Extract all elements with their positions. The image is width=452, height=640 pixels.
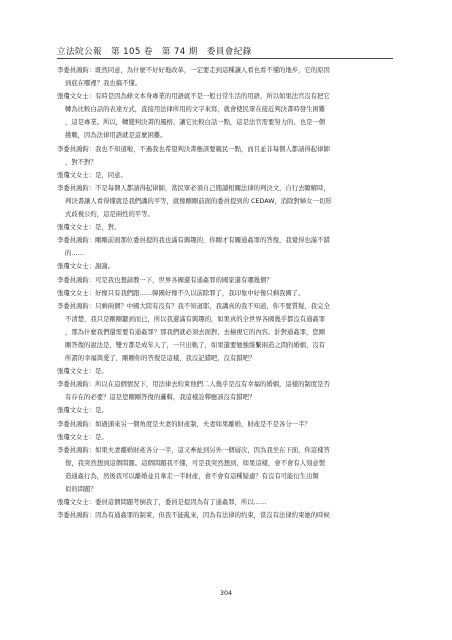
continuation-line: 復，我突然想到這個問題。這個問題我不懂，可是我突然想到，如果這樣，會不會有人刻意製 bbox=[65, 459, 326, 467]
transcript-paragraph bbox=[57, 287, 394, 300]
speaker-line: 李委員鴻鈞：既然同意，為什麼不好好地改革，一定要走到這種讓人看也看不懂的地步，它的原因 bbox=[57, 67, 330, 74]
speaker-line: 李委員鴻鈞：可是我也想請教一下，世界各國還有通姦罪的國家還有哪幾個？ bbox=[57, 276, 273, 284]
continuation-line: 的…… bbox=[65, 250, 85, 258]
transcript-body bbox=[57, 64, 394, 522]
speaker-line: 李委員鴻鈞：所以在這個情況下，用法律去約束他們二人幾乎是沒有幸福的婚姻，這樣的制度是否 bbox=[57, 381, 330, 389]
speaker-line: 張瓊文女士：是，對。 bbox=[57, 224, 121, 232]
transcript-paragraph bbox=[57, 182, 394, 221]
continuation-line: 不清楚，我只是剛剛聽到而已，所以我還滿有興趣的，如果真的全世界各國幾乎都沒有通姦罪 bbox=[65, 315, 326, 323]
gazette-header: 立法院公報 第 105 卷 第 74 期 委員會紀錄 bbox=[57, 47, 252, 57]
speaker-line: 李委員鴻鈞：我也不知道啦，不過我也希望判決書應該要親民一點，而且並非每個人都請得起律師 bbox=[57, 145, 330, 153]
speaker-line: 李委員鴻鈞：如過頭來另一個角度是夫妻的財產制，夫妻如果離婚，財產是不是各分一半？ bbox=[57, 420, 311, 428]
continuation-line: 挑戰，因為法律用語就是這麼困難。 bbox=[65, 132, 167, 140]
continuation-line: ，那為什麼我們還需要有通姦罪？那我們就必須去面對，去檢視它的內容。針對通姦罪，您剛 bbox=[65, 328, 326, 336]
transcript-paragraph bbox=[57, 274, 394, 287]
speaker-line: 張瓊文女士：委員這個問題考倒我了，委員是提因為有了通姦罪，所以…… bbox=[57, 499, 267, 507]
transcript-paragraph bbox=[57, 404, 394, 417]
speaker-line: 張瓊文女士：謝謝。 bbox=[57, 263, 115, 271]
transcript-paragraph bbox=[57, 143, 394, 169]
transcript-paragraph bbox=[57, 509, 394, 522]
speaker-line: 李委員鴻鈞：剛剛前面那位委員提的我也滿有興趣的，你剛才有關通姦罪的答復，我覺得也滿不錯 bbox=[57, 237, 330, 245]
transcript-paragraph bbox=[57, 90, 394, 142]
speaker-line: 李委員鴻鈞：只剩兩個？中國大陸有沒有？我不知道耶，我講真的我不知道，你不要質疑，我完全 bbox=[57, 302, 330, 310]
transcript-paragraph bbox=[57, 365, 394, 378]
speaker-line: 張瓊文女士：是。 bbox=[57, 368, 108, 376]
transcript-paragraph bbox=[57, 431, 394, 444]
speaker-line: 李委員鴻鈞：因為有通姦罪的制束，但我不能亂來，因為有法律的約束，當沒有法律約束她的時候 bbox=[57, 512, 330, 520]
transcript-paragraph bbox=[57, 378, 394, 404]
continuation-line: 到底在哪裡？我也搞不懂。 bbox=[65, 80, 142, 88]
speaker-line: 張瓊文女士：有時是因為條文本身專業的用語就不是一般日常生活的用語，所以如果法官沒有把它 bbox=[57, 93, 330, 101]
transcript-paragraph bbox=[57, 418, 394, 431]
transcript-paragraph bbox=[57, 234, 394, 260]
speaker-line: 李委員鴻鈞：如果夫妻離婚財產各分一半，這又牽扯到另外一個層次，因為我坐在下面，你這樣答 bbox=[57, 446, 330, 454]
page-number: 304 bbox=[219, 589, 233, 597]
speaker-line: 張瓊文女士：是，同意。 bbox=[57, 171, 127, 179]
speaker-line: 張瓊文女士：是。 bbox=[57, 407, 108, 415]
speaker-line: 張瓊文女士：是。 bbox=[57, 433, 108, 441]
continuation-line: ，對不對？ bbox=[65, 158, 97, 166]
transcript-paragraph bbox=[57, 496, 394, 509]
continuation-line: 判決書讓人看得懂就是我們講的平等，就像剛剛前面的委員提到的 CEDAW，消除對婦女一切形 bbox=[65, 197, 332, 205]
continuation-line: 造通姦行為，然後我可以離婚並且拿走一半財產，會不會有這種疑慮？有沒有可能衍生出類 bbox=[65, 472, 319, 480]
transcript-paragraph bbox=[57, 169, 394, 182]
continuation-line: 有存在的必要？這是您剛剛答復的邏輯，我這樣詮釋應該沒有錯吧？ bbox=[65, 394, 256, 402]
continuation-line: 式歧視公約，這是兩性的平等。 bbox=[65, 211, 154, 219]
continuation-line: 剛答復的說法是，雙方都是成年人了，一旦出軌了，如果還要勉強維繫兩造之間的婚姻，沒有 bbox=[65, 341, 326, 349]
continuation-line: 所謂的幸福與愛了，剛剛你的答復是這樣，我沒記錯吧，沒有錯吧？ bbox=[65, 355, 256, 363]
transcript-paragraph bbox=[57, 260, 394, 273]
transcript-paragraph bbox=[57, 444, 394, 496]
speaker-line: 李委員鴻鈞：不是每個人都請得起律師，當民眾必須自己閱讀相關法律的判決文，自行去瞭解時， bbox=[57, 184, 330, 192]
header-divider bbox=[57, 58, 393, 59]
transcript-paragraph bbox=[57, 64, 394, 90]
transcript-paragraph bbox=[57, 221, 394, 234]
speaker-line: 張瓊文女士：好像只有我們跟……韓國好像不久以前除罪了，我印象中好像只剩我國了。 bbox=[57, 289, 305, 297]
transcript-paragraph bbox=[57, 300, 394, 365]
continuation-line: 似的問題？ bbox=[65, 486, 97, 493]
continuation-line: ，這是專業。所以，轉變判決書的風格，讓它比較白話一點，這是法官需要努力的，也是一個 bbox=[65, 119, 326, 127]
continuation-line: 轉為比較白話的表達方式，直接用法律所用的文字來寫，就會使民眾在接近判決書時發生困難 bbox=[65, 106, 326, 114]
